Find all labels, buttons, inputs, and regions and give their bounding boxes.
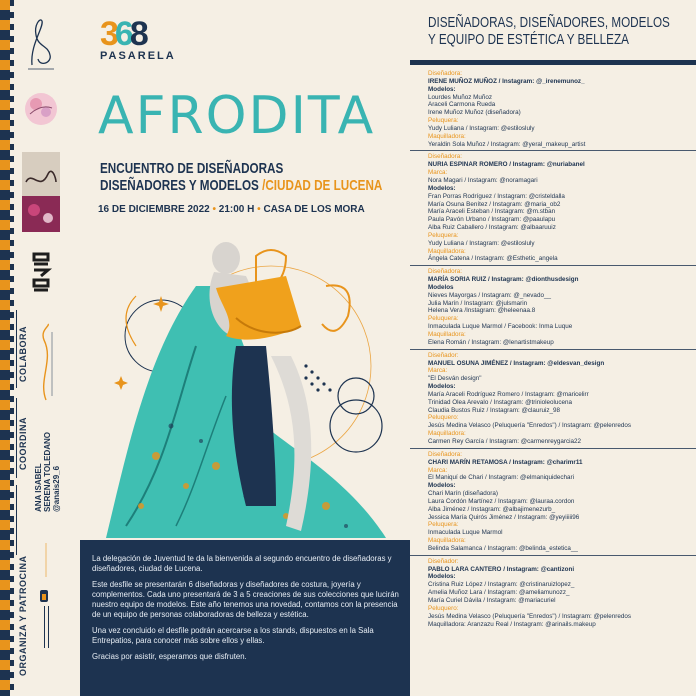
floral-logo-icon: [22, 84, 60, 134]
credit-line: Yudy Luliana / Instagram: @estilosluly: [428, 124, 535, 132]
credit-role-label: Diseñadora:: [428, 153, 462, 161]
page-title: AFRODITA: [98, 86, 376, 146]
juventud-logo: [34, 540, 58, 580]
credit-line: "El Desván design": [428, 375, 482, 383]
credits-title-underline: [410, 60, 696, 65]
credit-role-label: Diseñador:: [428, 351, 459, 359]
credit-line: Trinidad Olea Arevalo / Instagram: @trinioleolucena: [428, 398, 573, 406]
subtitle-line-1: ENCUENTRO DE DISEÑADORAS: [100, 160, 284, 177]
credits-separator: [410, 448, 696, 449]
credits-separator: [410, 349, 696, 350]
credit-line: Helena Vera /Instagram: @heleenaa.8: [428, 307, 536, 315]
logo-pasarela-text: PASARELA: [100, 50, 176, 62]
credit-line: Inmaculada Luque Marmol / Facebook: Inma Luque: [428, 323, 573, 331]
credit-role-label: Marca:: [428, 466, 448, 474]
credit-line: Chari Marín (diseñadora): [428, 490, 498, 498]
credit-line: Paula Pavón Urbano / Instagram: @paaulapu: [428, 216, 556, 224]
credit-role-label: Maquilladora:: [428, 537, 466, 545]
sponsor-logo-4: [22, 244, 60, 304]
credit-designer: MANUEL OSUNA JIMÉNEZ / Instagram: @eldesvan_design: [428, 359, 605, 367]
event-dateline: [98, 204, 365, 215]
main-area: [66, 0, 410, 696]
description-paragraph-1: La delegación de Juventud te da la bienvenida al segundo encuentro de diseñadoras y diseñadores, ciudad de Lucena.: [92, 554, 392, 573]
description-paragraph-2: Este desfile se presentarán 6 diseñadoras y diseñadores de costura, joyería y complementos. Cada uno presentará de 3 a 5 creaciones de sus colecciones que lucirán nuestro equipo de modelos. Este año tenemos una novedad, contamos con la presencia de un equipo de personas colaboradoras de belleza y estética.: [92, 580, 399, 619]
credit-role-label: Maquilladora:: [428, 247, 466, 255]
credit-line: Nora Magari / Instagram: @noramagari: [428, 176, 538, 184]
label-organiza-patrocina: ORGANIZA Y PATROCINA: [18, 555, 28, 676]
credit-role-label: Diseñador:: [428, 557, 459, 565]
credit-role-label: Diseñadora:: [428, 450, 462, 458]
credit-designer: IRENE MUÑOZ MUÑOZ / Instagram: @_irenemunoz_: [428, 77, 585, 85]
credit-line: Modelos: [428, 283, 454, 291]
logo-digit-1: 3: [100, 15, 119, 53]
boutique-logo-icon: [22, 152, 60, 232]
town-hall-crest-icon: [32, 586, 58, 652]
credit-line: Yeraldin Sola Muñoz / Instagram: @yeral_makeup_artist: [428, 140, 586, 148]
coordinator-name-1: ANA ISABEL: [34, 463, 43, 512]
credit-role-label: Peluquera:: [428, 117, 459, 125]
credits-title: [428, 14, 696, 48]
subtitle-city: /CIUDAD DE LUCENA: [262, 177, 383, 194]
subtitle: [100, 160, 412, 194]
photographer-logo-icon: [32, 320, 60, 404]
credit-line: Jesús Medina Velasco (Peluquería "Enredos") / Instagram: @pelenredos: [428, 422, 632, 430]
juventud-logo-icon: [36, 541, 56, 579]
credit-line: Jessica María Quirós Jiménez / Instagram: @yeyiiiii96: [428, 513, 580, 521]
credit-line: Elena Román / Instagram: @lenartistmakeup: [428, 338, 554, 346]
credit-line: María Osuna Benítez / Instagram: @maria_ob2: [428, 200, 561, 208]
credit-line: Belinda Salamanca / Instagram: @belinda_estetica__: [428, 544, 578, 552]
credit-line: Ángela Catena / Instagram: @Esthetic_angela: [428, 255, 558, 263]
credit-designer: NURIA ESPINAR ROMERO / Instagram: @nuriabanel: [428, 161, 585, 169]
credits-list: [428, 70, 694, 628]
logo-digits: [100, 15, 176, 53]
credit-role-label: Maquilladora:: [428, 430, 466, 438]
credit-role-label: Peluquero:: [428, 414, 459, 422]
credit-role-label: Maquilladora:: [428, 331, 466, 338]
credits-title-line-2: Y EQUIPO DE ESTÉTICA Y BELLEZA: [428, 31, 629, 48]
credits-title-line-1: DISEÑADORAS, DISEÑADORES, MODELOS: [428, 14, 670, 31]
credit-line: María Curiel Dávila / Instagram: @mariacuriel: [428, 597, 556, 604]
sponsor-logo-2: [22, 82, 60, 136]
credit-line: Julia Marín / Instagram: @julsmarin: [428, 299, 528, 307]
ayuntamiento-logo: [32, 586, 58, 652]
credit-line: Inmaculada Luque Marmol: [428, 529, 503, 537]
brand-wordmark-icon: [26, 246, 56, 302]
credit-line: Modelos:: [428, 482, 456, 490]
label-coordina: COORDINA: [18, 417, 28, 470]
credit-role-label: Maquilladora:: [428, 132, 466, 140]
credit-line: María Araceli Esteban / Instagram: @m.stban: [428, 208, 556, 216]
credit-designer: CHARI MARÍN RETAMOSA / Instagram: @charimr11: [428, 458, 583, 466]
credit-role-label: Marca:: [428, 169, 448, 177]
credit-line: Maquilladora: Aranzazu Real / Instagram: @arinails.makeup: [428, 620, 596, 628]
credit-line: El Maniquí de Chari / Instagram: @elmaniquidechari: [428, 474, 575, 482]
credit-designer: PABLO LARA CANTERO / Instagram: @cantizoni: [428, 565, 575, 573]
credit-line: Yudy Luliana / Instagram: @estilosluly: [428, 239, 535, 247]
credits-separator: [410, 555, 696, 556]
subtitle-line-2-text: DISEÑADORES Y MODELOS: [100, 177, 263, 194]
event-date: 16 DE DICIEMBRE 2022: [98, 204, 210, 215]
subtitle-line-2: [100, 177, 412, 194]
credit-line: Nieves Mayorgas / Instagram: @_nevado__: [428, 291, 551, 299]
signature-logo-icon: [24, 15, 58, 73]
credit-line: Modelos:: [428, 85, 456, 93]
credit-line: Alba Ruiz Caballero / Instagram: @albaaruuiz: [428, 224, 556, 232]
credit-role-label: Peluquera:: [428, 315, 459, 323]
credit-role-label: Peluquera:: [428, 231, 459, 239]
description-paragraph-3: Una vez concluido el desfile podrán acercarse a los stands, dispuestos en la Sala Entrepatios, para conocer más sobre ellos y ellas.: [92, 626, 374, 645]
credit-line: Lourdes Muñoz Muñoz: [428, 93, 493, 101]
credit-line: María Araceli Rodríguez Romero / Instagram: @maricelirr: [428, 390, 589, 398]
coordinator-name-2: SERENA TOLEDANO: [43, 431, 52, 512]
event-time: 21:00 H: [218, 204, 255, 215]
credit-line: Araceli Carmona Rueda: [428, 101, 496, 109]
credit-role-label: Peluquera:: [428, 521, 459, 529]
coordinator-instagram: @anais29_6: [52, 465, 61, 512]
credit-role-label: Diseñadora:: [428, 268, 462, 276]
credit-role-label: Peluquero:: [428, 604, 459, 612]
credit-line: Modelos:: [428, 383, 456, 391]
credits-separator: [410, 265, 696, 266]
bullet-2: •: [257, 204, 261, 215]
pasarela-logo: [100, 15, 176, 62]
credit-role-label: Diseñadora:: [428, 70, 462, 77]
dashed-border-left: [0, 0, 10, 696]
credit-line: Modelos:: [428, 184, 456, 192]
sponsor-logo-1: [22, 14, 60, 74]
credits-separator: [410, 150, 696, 151]
credit-designer: MARÍA SORIA RUIZ / Instagram: @dionthusdesign: [428, 276, 579, 284]
event-place: CASA DE LOS MORA: [263, 204, 365, 215]
credit-line: Jesús Medina Velasco (Peluquería "Enredos") / Instagram: @pelenredos: [428, 612, 632, 620]
statue-figure-illustration: [86, 226, 406, 546]
logo-digit-3: 8: [129, 15, 149, 53]
credit-line: Modelos:: [428, 573, 456, 581]
credit-line: Irene Muñoz Muñoz (diseñadora): [428, 109, 521, 117]
credit-line: Claudia Bustos Ruiz / Instagram: @clauruiz_98: [428, 406, 561, 414]
sponsor-logo-3: [22, 150, 60, 234]
credit-line: Laura Cordón Martínez / Instagram: @lauraa.cordon: [428, 497, 575, 505]
credits-panel: [410, 0, 696, 696]
bullet-1: •: [212, 204, 217, 215]
credit-line: Amelia Muñoz Lara / Instagram: @ameliamunozz_: [428, 589, 570, 597]
credit-line: Fran Porras Rodríguez / Instagram: @cristeldalla: [428, 192, 565, 200]
credit-line: Cristina Ruiz López / Instagram: @cristinaruizlopez_: [428, 581, 575, 589]
credit-role-label: Marca:: [428, 367, 448, 375]
credit-line: Alba Jiménez / Instagram: @albajimenezurb_: [428, 505, 556, 513]
label-colabora: COLABORA: [18, 326, 28, 382]
left-strip: [0, 0, 66, 696]
dashed-border-inner: [10, 0, 14, 696]
credit-line: Carmen Rey García / Instagram: @carmenreygarcia22: [428, 437, 582, 445]
description-paragraph-4: Gracias por asistir, esperamos que disfruten.: [92, 652, 247, 661]
sponsor-logo-5: [32, 320, 60, 404]
logo-digit-2: 6: [114, 15, 134, 53]
description-box: [80, 540, 410, 696]
